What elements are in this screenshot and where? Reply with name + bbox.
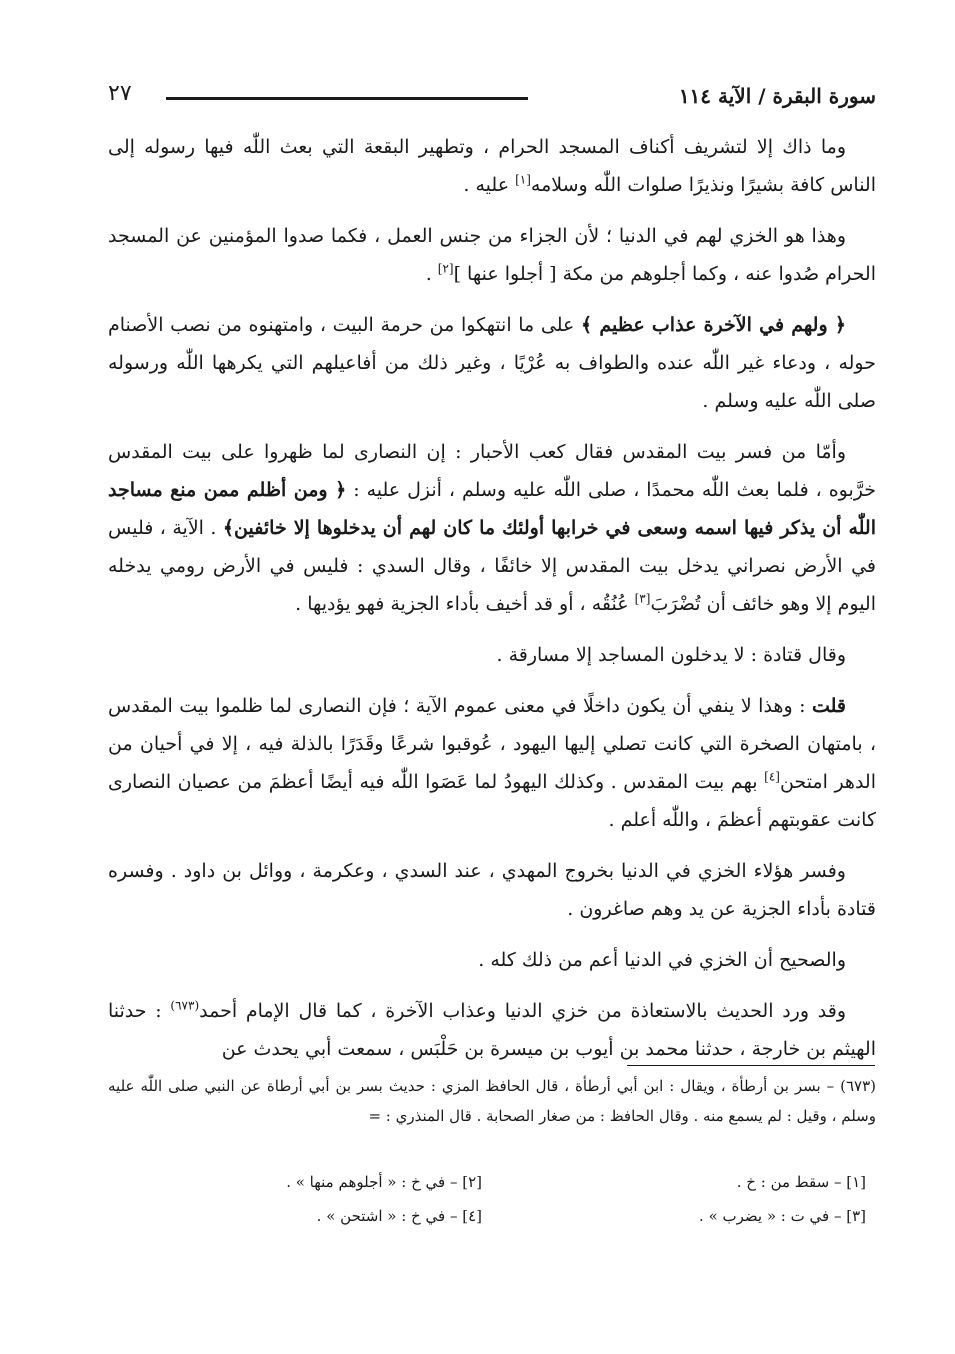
variant-ref-3: [٣] [634,591,651,606]
paragraph-3: ﴿ ولهم في الآخرة عذاب عظيم ﴾ على ما انتهكوا من حرمة البيت ، وامتهنوه من نصب الأصنام حوله ، ودعاء غير اللّٰه عنده والطواف به عُرْيًا ، وغير ذلك من أفاعيلهم التي يكرهها اللّٰه ورسوله صلى اللّٰه عليه وسلم . [108,314,876,412]
paragraph-9: وقد ورد الحديث بالاستعاذة من خزي الدنيا وعذاب الآخرة ، كما قال الإمام أحمد$^{(٦٧٣)}$ : حدثنا الهيثم بن خارجة ، حدثنا محمد بن أيوب بن ميسرة بن حَلْبَس ، سمعت أبي يحدث عن [108,998,876,1060]
paragraph-5: وقال قتادة : لا يدخلون المساجد إلا مسارقة . [496,644,846,666]
variant-ref-1: [١] [515,172,531,187]
main-text [108,128,876,1081]
variant-ref-2: [٢] [437,261,454,276]
header-rule [166,97,528,100]
variant-row [108,1165,876,1199]
variant-note-1: [١] – سقط من : خ . [736,1173,866,1191]
variant-ref-4: [٤] [764,769,780,784]
variant-note-4: [٤] – في خ : « اشتحن » . [316,1207,482,1225]
variant-note-3: [٣] – في ت : « يضرب » . [699,1207,866,1225]
variant-row [108,1199,876,1233]
paragraph-2: وهذا هو الخزي لهم في الدنيا ؛ لأن الجزاء من جنس العمل ، فكما صدوا المؤمنين عن المسجد الحرام صُدوا عنه ، وكما أجلوهم من مكة [ أجلوا عنها ][٢] . [108,225,876,285]
paragraph-1: وما ذاك إلا لتشريف أكناف المسجد الحرام ، وتطهير البقعة التي بعث اللّٰه فيها رسوله إلى الناس كافة بشيرًا ونذيرًا صلوات اللّٰه وسلامه[١] عليه . [108,136,876,196]
running-title: سورة البقرة / الآية ١١٤ [678,84,876,108]
footnote-rule [627,1065,875,1066]
variant-notes [108,1165,876,1233]
variant-note-2: [٢] – في خ : « أجلوهم منها » . [286,1173,482,1191]
footnotes [108,1071,876,1131]
paragraph-8: والصحيح أن الخزي في الدنيا أعم من ذلك كله . [478,949,846,971]
quran-quote: ﴿ ولهم في الآخرة عذاب عظيم ﴾ [581,314,846,336]
page-header [108,78,876,118]
paragraph-4: وأمّا من فسر بيت المقدس فقال كعب الأحبار : إن النصارى لما ظهروا على بيت المقدس خرَّبوه ، فلما بعث اللّٰه محمدًا ، صلى اللّٰه عليه وسلم ، أنزل عليه : ﴿ ومن أظلم ممن منع مساجد اللّٰه أن يذكر فيها اسمه وسعى في خرابها أولئك ما كان لهم أن يدخلوها إلا خائفين﴾ . الآية ، فليس في الأرض نصراني يدخل بيت المقدس إلا خائفًا ، وقال السدي : فليس في الأرض رومي يدخله اليوم إلا وهو خائف أن تُضْرَبَ[٣] عُنُقُه ، أو قد أخيف بأداء الجزية فهو يؤديها . [108,441,876,615]
footnote-673: (٦٧٣) – بسر بن أرطأة ، ويقال : ابن أبي أرطأة ، قال الحافظ المزي : حديث بسر بن أبي أرطاة عن النبي صلى اللّٰه عليه وسلم ، وقيل : لم يسمع منه . وقال الحافظ : من صغار الصحابة . قال المنذري : = [108,1077,876,1125]
footnote-ref-673: (٦٧٣) [170,998,200,1013]
quran-quote: ﴿ ومن أظلم ممن منع مساجد اللّٰه أن يذكر فيها اسمه وسعى في خرابها أولئك ما كان لهم أن يدخلوها إلا خائفين﴾ [108,479,876,539]
page-number: ٢٧ [108,81,132,106]
lead-word: قلت [811,695,846,717]
paragraph-6: قلت : وهذا لا ينفي أن يكون داخلًا في معنى عموم الآية ؛ فإن النصارى لما ظلموا بيت المقدس ، بامتهان الصخرة التي كانت تصلي إليها اليهود ، عُوقبوا شرعًا وقَدَرًا بالذلة فيه ، إلا في أحيان من الدهر امتحن[٤] بهم بيت المقدس . وكذلك اليهودُ لما عَصَوا اللّٰه فيه أيضًا أعظمَ من عصيان النصارى كانت عقوبتهم أعظمَ ، واللّٰه أعلم . [108,695,876,831]
paragraph-7: وفسر هؤلاء الخزي في الدنيا بخروج المهدي ، عند السدي ، وعكرمة ، ووائل بن داود . وفسره قتادة بأداء الجزية عن يد وهم صاغرون . [108,860,876,920]
